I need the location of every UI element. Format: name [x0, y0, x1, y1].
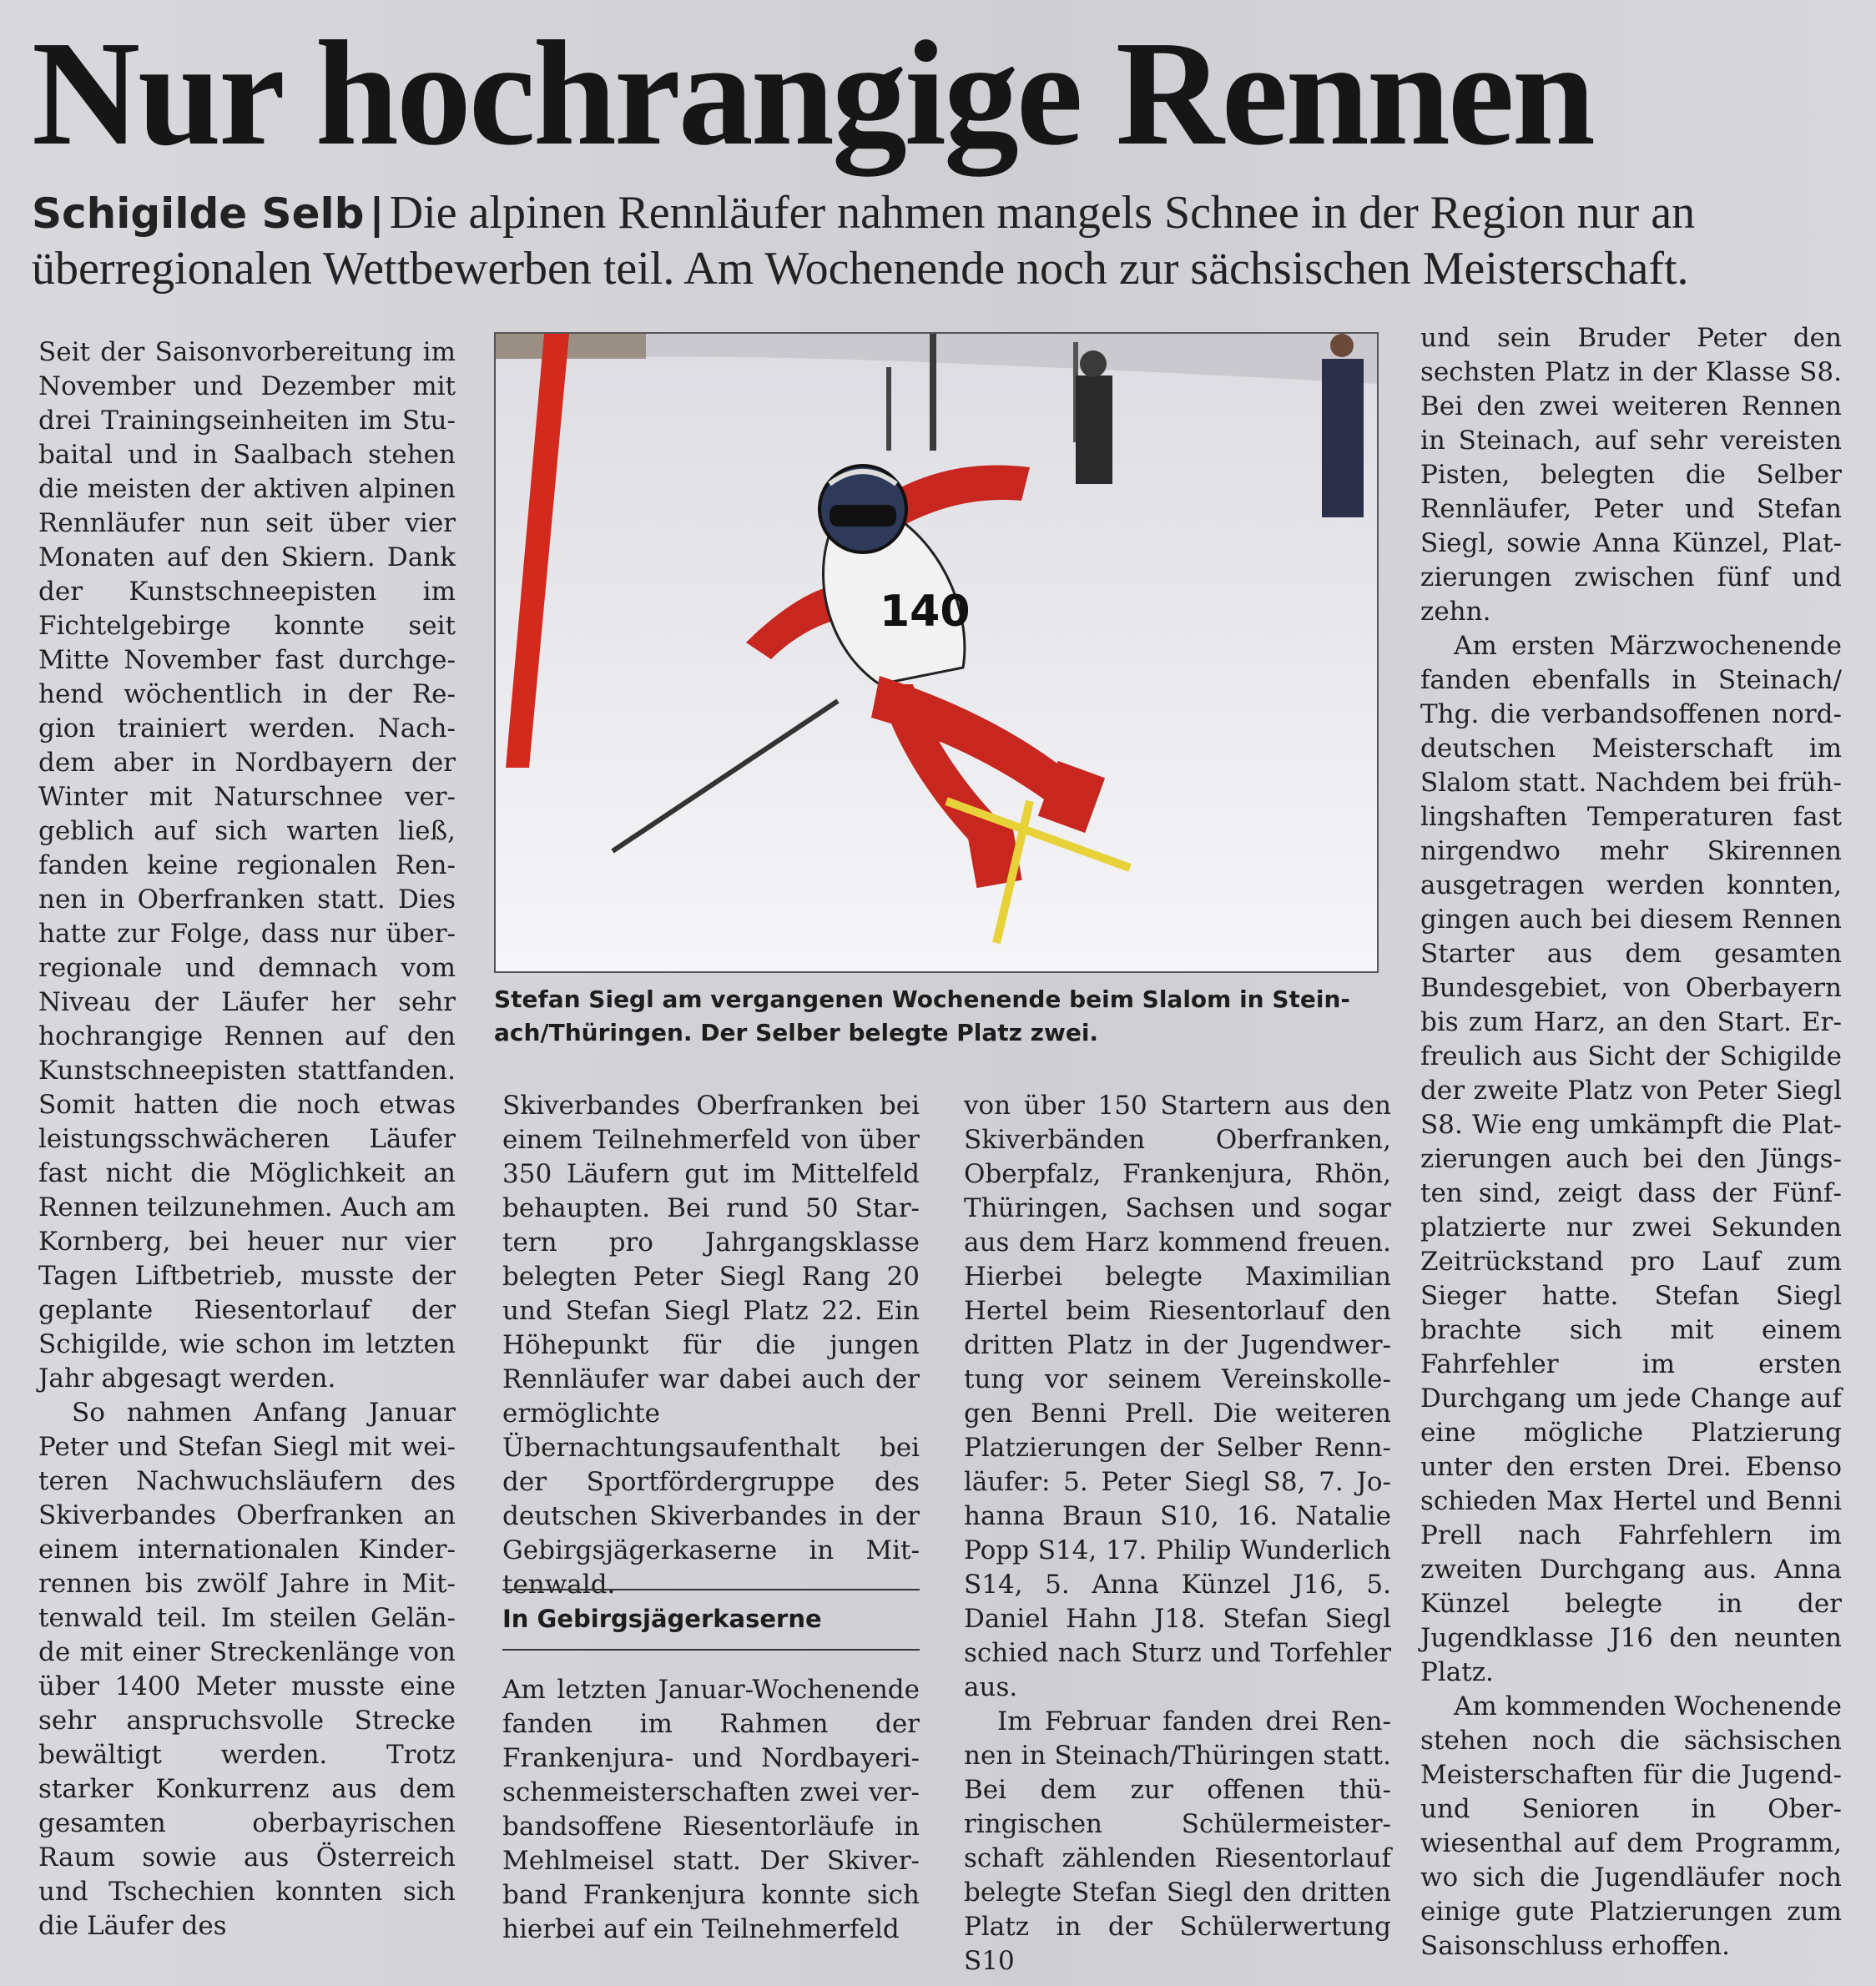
column-3 [964, 1089, 1391, 1978]
kicker: Schigilde Selb [32, 189, 365, 238]
gate-pole-thin [930, 334, 936, 451]
bib-number: 140 [880, 587, 971, 637]
spectator-figure [1322, 359, 1364, 517]
section-subtitle: In Gebirgsjägerkaserne [502, 1605, 822, 1633]
paragraph: von über 150 Startern aus den Skiverbänden Oberfranken, Oberpfalz, Frankenjura, Rhön, Thüringen, Sachsen und sogar aus dem Harz kommend freuen. Hierbei belegte Maximilian Hertel beim Riesentorlauf den dritten Platz in der Jugendwertung vor seinem Vereinskollegen Benni Prell. Die weiteren Platzierungen der Selber Rennläufer: 5. Peter Siegl S8, 7. Johanna Braun S10, 16. Natalie Popp S14, 17. Philip Wunderlich S14, 5. Anna Künzel J16, 5. Daniel Hahn J18. Stefan Siegl schied nach Sturz und Torfehler aus. [964, 1091, 1391, 1702]
gate-pole-thin [886, 367, 891, 451]
paragraph: Skiverbandes Oberfranken bei einem Teilnehmerfeld von über 350 Läufern gut im Mittelfeld behaupten. Bei rund 50 Startern pro Jahrgangsklasse belegten Peter Siegl Rang 20 und Stefan Siegl Platz 22. Ein Höhepunkt für die jungen Rennläufer war dabei auch der ermöglichte Übernachtungsaufenthalt bei der Sportfördergruppe des deutschen Skiverbandes in der Gebirgsjägerkaserne in Mittenwald. [502, 1091, 920, 1600]
paragraph: Am ersten Märzwochenende fanden ebenfalls in Steinach/ Thg. die verbandsoffenen norddeutschen Meisterschaft im Slalom statt. Nachdem bei frühlingshaften Temperaturen fast nirgendwo mehr Skirennen ausgetragen werden konnten, gingen auch bei diesem Rennen Starter aus dem gesamten Bundesgebiet, von Oberbayern bis zum Harz, an den Start. Erfreulich aus Sicht der Schigilde der zweite Platz von Peter Siegl S8. Wie eng umkämpft die Platzierungen auch bei den Jüngsten sind, zeigt dass der Fünfplatzierte nur zwei Sekunden Zeitrückstand pro Lauf zum Sieger hatte. Stefan Siegl brachte sich mit einem Fahrfehler im ersten Durchgang um jede Change auf eine mögliche Platzierung unter den ersten Drei. Ebenso schieden Max Hertel und Benni Prell nach Fahrfehlern im zweiten Durchgang aus. Anna Künzel belegte in der Jugendklasse J16 den neunten Platz. [1420, 631, 1842, 1687]
column-1 [38, 335, 456, 1943]
column-4 [1420, 321, 1842, 1963]
subheadline [32, 185, 1818, 296]
subheadline-text: Die alpinen Rennläufer nahmen mangels Schnee in der Region nur an überregionalen Wettbewerben teil. Am Wochenende noch zur sächsischen Meisterschaft. [32, 187, 1696, 295]
spectator-head [1080, 350, 1107, 377]
photo-caption: Stefan Siegl am vergangenen Wochenende beim Slalom in Stein-ach/Thüringen. Der Selber belegte Platz zwei. [494, 985, 1351, 1046]
headline: Nur hochrangige Rennen [32, 10, 1593, 176]
spectator-head [1330, 334, 1354, 357]
paragraph: und sein Bruder Peter den sechsten Platz in der Klasse S8. Bei den zwei weiteren Rennen in Steinach, auf sehr vereisten Pisten, belegten die Selber Rennläufer, Peter und Stefan Siegl, sowie Anna Künzel, Platzierungen zwischen fünf und zehn. [1420, 323, 1842, 627]
article-photo [494, 332, 1379, 973]
kicker-separator: | [369, 189, 385, 238]
section-subtitle-box [502, 1589, 920, 1651]
column-2 [502, 1089, 920, 1602]
skier-photo-illustration [496, 334, 1377, 971]
paragraph: Im Februar fanden drei Rennen in Steinach/Thüringen statt. Bei dem zur offenen thüringischen Schülermeisterschaft zählenden Riesentorlauf belegte Stefan Siegl den dritten Platz in der Schülerwertung S10 [964, 1706, 1391, 1976]
spectator-figure [1076, 376, 1112, 484]
column-2-continued [502, 1673, 920, 1947]
paragraph: Am kommenden Wochenende stehen noch die sächsischen Meisterschaften für die Jugend- und Senioren in Oberwiesenthal auf dem Programm, wo sich die Jugendläufer noch einige gute Platzierungen zum Saisonschluss erhoffen. [1420, 1691, 1842, 1961]
paragraph: Am letzten Januar-Wochenende fanden im Rahmen der Frankenjura- und Nordbayerischenmeisterschaften zwei verbandsoffene Riesentorläufe in Mehlmeisel statt. Der Skiverband Frankenjura konnte sich hierbei auf ein Teilnehmerfeld [502, 1675, 920, 1944]
paragraph: Seit der Saisonvorbereitung im November und Dezember mit drei Trainingseinheiten im Stubaital und in Saalbach stehen die meisten der aktiven alpinen Rennläufer nun seit über vier Monaten auf den Skiern. Dank der Kunstschneepisten im Fichtelgebirge konnte seit Mitte November fast durchgehend wöchentlich in der Region trainiert werden. Nachdem aber in Nordbayern der Winter mit Naturschnee vergeblich auf sich warten ließ, fanden keine regionalen Rennen in Oberfranken statt. Dies hatte zur Folge, dass nur überregionale und demnach vom Niveau der Läufer her sehr hochrangige Rennen auf den Kunstschneepisten stattfanden. Somit hatten die noch etwas leistungsschwächeren Läufer fast nicht die Möglichkeit an Rennen teilzunehmen. Auch am Kornberg, bei heuer nur vier Tagen Liftbetrieb, musste der geplante Riesentorlauf der Schigilde, wie schon im letzten Jahr abgesagt werden. [38, 337, 456, 1394]
spectators-band [496, 334, 646, 359]
paragraph: So nahmen Anfang Januar Peter und Stefan Siegl mit weiteren Nachwuchsläufern des Skiverbandes Oberfranken an einem internationalen Kinderrennen bis zwölf Jahre in Mittenwald teil. Im steilen Gelände mit einer Streckenlänge von über 1400 Meter musste eine sehr anspruchsvolle Strecke bewältigt werden. Trotz starker Konkurrenz aus dem gesamten oberbayrischen Raum sowie aus Österreich und Tschechien konnten sich die Läufer des [38, 1398, 456, 1941]
goggles [830, 505, 896, 527]
